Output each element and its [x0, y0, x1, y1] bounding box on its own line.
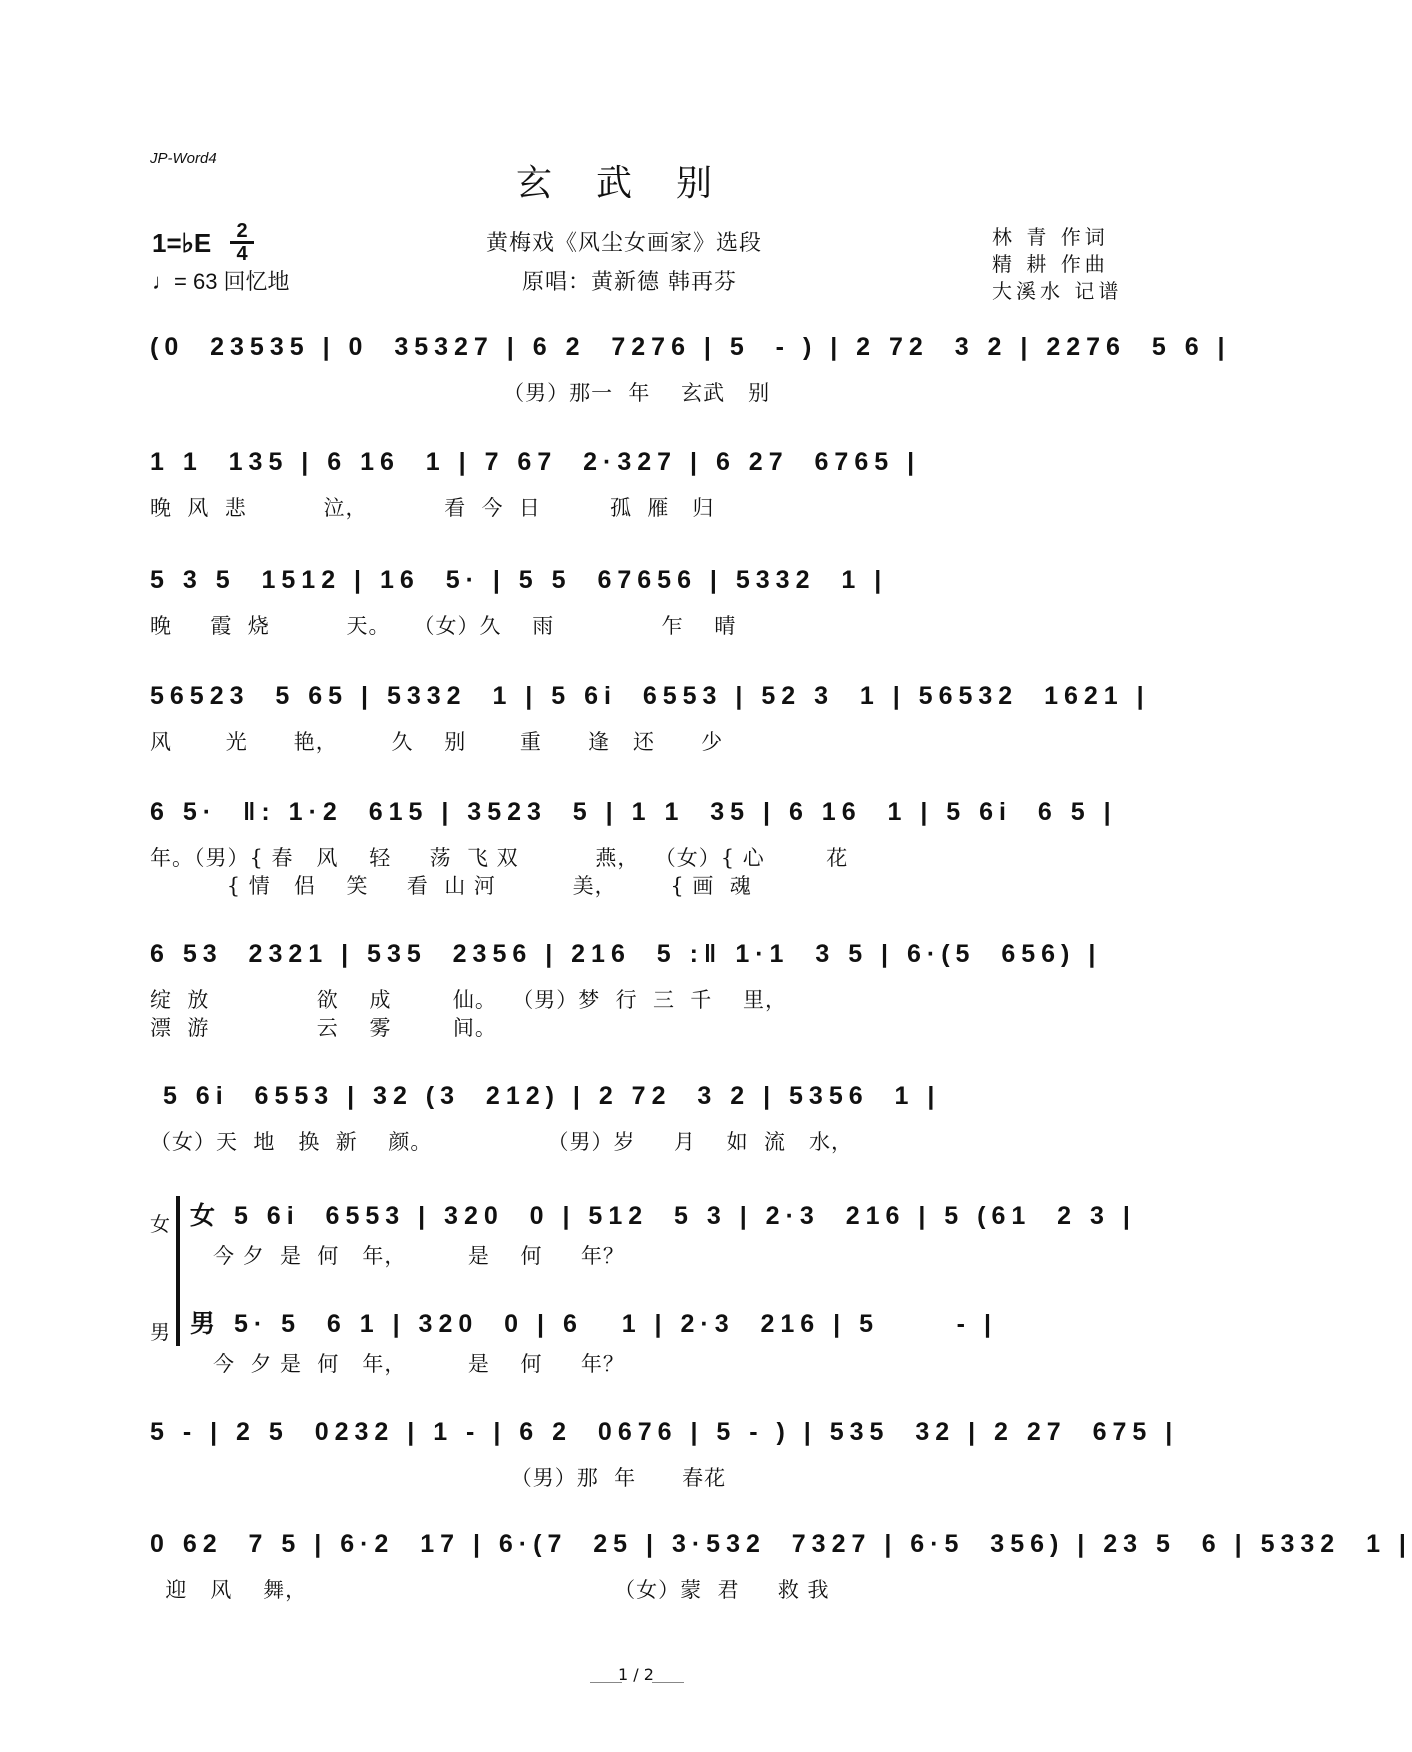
notation-line: 1 1 135 | 6 16 1 | 7 67 2·327 | 6 27 6765 | [150, 448, 921, 476]
notation-line: 6 53 2321 | 535 2356 | 216 5 :‖ 1·1 3 5 | 6·(5 656) | [150, 940, 1102, 968]
time-signature-top: 2 [236, 220, 248, 242]
lyric-line-verse-1: 年。（男）{ 春 风 轻 荡 飞 双 燕， （女）{ 心 花 [150, 846, 849, 870]
composer: 精 耕 作曲 [992, 252, 1109, 276]
lyric-line: 晚 风 悲 泣， 看 今 日 孤 雁 归 [150, 496, 715, 520]
tempo-marking: ♩= 63 回忆地 [152, 269, 290, 294]
time-signature-bottom: 4 [236, 243, 248, 265]
lyric-line: 今 夕 是 何 年， 是 何 年？ [190, 1352, 625, 1376]
subtitle: 黄梅戏《风尘女画家》选段 [486, 231, 763, 256]
lyric-line: 迎 风 舞， （女）蒙 君 救 我 [150, 1578, 830, 1602]
lyric-line: （男）那一 年 玄武 别 [150, 381, 771, 405]
transcriber: 大溪水 记谱 [992, 279, 1123, 303]
lyric-line-verse-2: { 情 侣 笑 看 山 河 美， { 画 魂 [150, 874, 752, 898]
credits [992, 224, 1122, 305]
lyric-line: （男）那 年 春花 [150, 1466, 727, 1490]
time-signature [230, 222, 254, 263]
notation-line: (0 23535 | 0 35327 | 6 2 7276 | 5 - ) | 2 72 3 2 | 2276 5 6 | [150, 333, 1231, 361]
notation-line: 56523 5 65 | 5332 1 | 5 6i 6553 | 52 3 1 | 56532 1621 | [150, 682, 1150, 710]
notation-line: 0 62 7 5 | 6·2 17 | 6·(7 25 | 3·532 7327 | 6·5 356) | 23 5 6 | 5332 1 | [150, 1530, 1412, 1558]
lyric-line: 风 光 艳， 久 别 重 逢 还 少 [150, 730, 724, 754]
lyric-line: 今 夕 是 何 年， 是 何 年？ [190, 1244, 625, 1268]
notation-line: 女 5 6i 6553 | 320 0 | 512 5 3 | 2·3 216 | 5 (61 2 3 | [190, 1202, 1136, 1230]
page-number: 1 / 2 [618, 1665, 654, 1684]
notation-line: 男 5· 5 6 1 | 320 0 | 6 1 | 2·3 216 | 5 - | [190, 1310, 997, 1338]
footer-rule-right [652, 1682, 684, 1683]
lyric-line-verse-1: 绽 放 欲 成 仙。 （男）梦 行 三 千 里， [150, 988, 788, 1012]
software-label: JP-Word4 [150, 150, 217, 167]
notation-line: 5 6i 6553 | 32 (3 212) | 2 72 3 2 | 5356 1 | [150, 1082, 941, 1110]
duet-brace [176, 1196, 180, 1346]
song-title: 玄武别 [515, 163, 756, 204]
female-part-label: 女 [150, 1212, 170, 1236]
lyric-line-verse-2: 漂 游 云 雾 间。 [150, 1016, 497, 1040]
original-singers: 原唱：黄新德 韩再芬 [522, 270, 737, 295]
male-part-label: 男 [150, 1320, 170, 1344]
notation-line: 6 5· ‖: 1·2 615 | 3523 5 | 1 1 35 | 6 16 1 | 5 6i 6 5 | [150, 798, 1117, 826]
key-signature: 1=♭E [152, 228, 212, 258]
lyric-line: 晚 霞 烧 天。 （女）久 雨 乍 晴 [150, 614, 737, 638]
lyric-line: （女）天 地 换 新 颜。 （男）岁 月 如 流 水， [150, 1130, 854, 1154]
notation-line: 5 3 5 1512 | 16 5· | 5 5 67656 | 5332 1 | [150, 566, 888, 594]
notation-line: 5 - | 2 5 0232 | 1 - | 6 2 0676 | 5 - ) | 535 32 | 2 27 675 | [150, 1418, 1179, 1446]
lyricist: 林 青 作词 [992, 225, 1109, 249]
